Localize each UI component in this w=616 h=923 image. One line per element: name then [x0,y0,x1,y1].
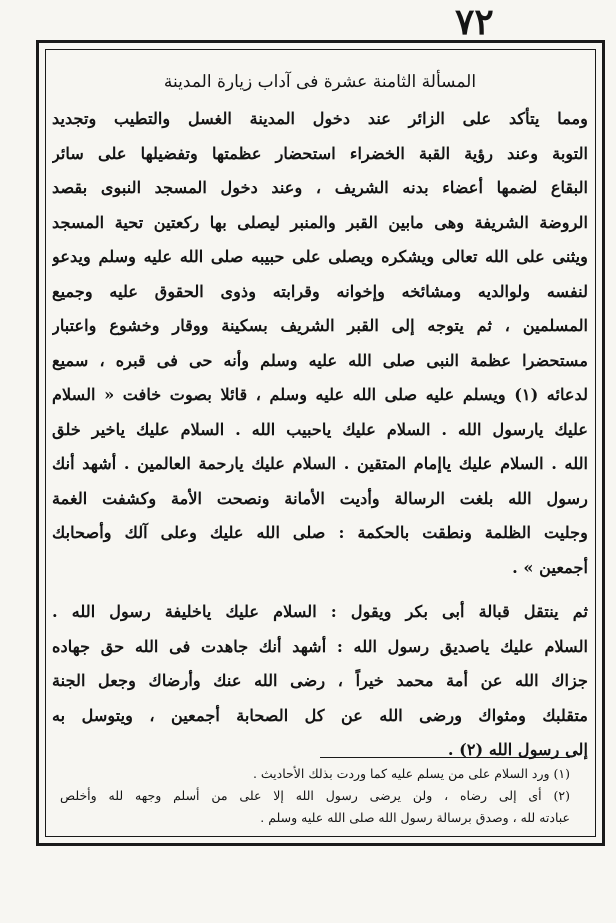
text-line: مستحضرا عظمة النبى صلى الله عليه وسلم وأنه حى فى قبره ، سميع [52,350,588,370]
footnote-1: (١) ورد السلام على من يسلم عليه كما وردت بذلك الأحاديث . [252,766,570,781]
text-line: رسول الله بلغت الرسالة وأديت الأمانة ونصحت الأمة وكشفت الغمة [52,488,588,508]
text-line: متقلبك ومثواك ورضى الله عن كل الصحابة أجمعين ، ويتوسل به [52,705,588,725]
text-line: عليك يارسول الله . السلام عليك ياحبيب الله . السلام عليك ياخير خلق [52,419,588,439]
text-line: التوبة وعند رؤية القبة الخضراء استحضار عظمتها وتفضيلها على سائر [52,143,588,163]
main-text [52,68,588,768]
text-line: ثم ينتقل قبالة أبى بكر ويقول : السلام عليك ياخليفة رسول الله . [52,602,588,621]
text-line: المسلمين ، ثم يتوجه إلى القبر الشريف بسكينة ووقار وخشوع واعتبار [52,316,588,335]
footnote-2-continued: عبادته لله ، وصدق برسالة رسول الله صلى الله عليه وسلم . [260,810,570,825]
text-line: ويثنى على الله تعالى ويشكره ويصلى على حبيبه صلى الله عليه وسلم ويدعو [52,247,588,266]
footnote-2: (٢) أى إلى رضاه ، ولن يرضى رسول الله إلا على من أسلم وجهه لله وأخلص [60,788,570,803]
paragraph-1 [52,102,588,585]
text-line: أجمعين » . [512,557,588,577]
text-line: لنفسه ولوالديه ومشائخه وإخوانه وقرابته وذوى الحقوق عليه وجميع [52,281,588,301]
footnote-separator [320,757,570,758]
text-line: البقاع لضمها أعضاء بدنه الشريف ، وعند دخول المسجد النبوى بقصد [52,178,588,197]
footnotes [60,763,570,829]
page-number: ٧٢ [455,1,494,43]
text-line: لدعائه (١) ويسلم عليه صلى الله عليه وسلم ، قائلا بصوت خافت « السلام [52,385,588,404]
text-line: السلام عليك ياصديق رسول الله : أشهد أنك جاهدت فى الله حق جهاده [52,636,588,656]
text-line: جزاك الله عن أمة محمد خيراً ، رضى الله عنك وأرضاك وجعل الجنة [52,671,588,690]
section-title: المسألة الثامنة عشرة فى آداب زيارة المدينة [163,72,477,92]
text-line: ومما يتأكد على الزائر عند دخول المدينة الغسل والتطيب وتجديد [52,109,588,128]
paragraph-2 [52,595,588,768]
text-line: إلى رسول الله (٢) . [447,740,588,759]
text-line: الروضة الشريفة وهى مابين القبر والمنبر ليصلى بها ركعتين تحية المسجد [52,212,588,232]
text-line: وجليت الظلمة ونطقت بالحكمة : صلى الله عليك وعلى آلك وأصحابك [52,523,588,542]
text-line: الله . السلام عليك ياإمام المتقين . السلام عليك يارحمة العالمين . أشهد أنك [52,454,588,473]
